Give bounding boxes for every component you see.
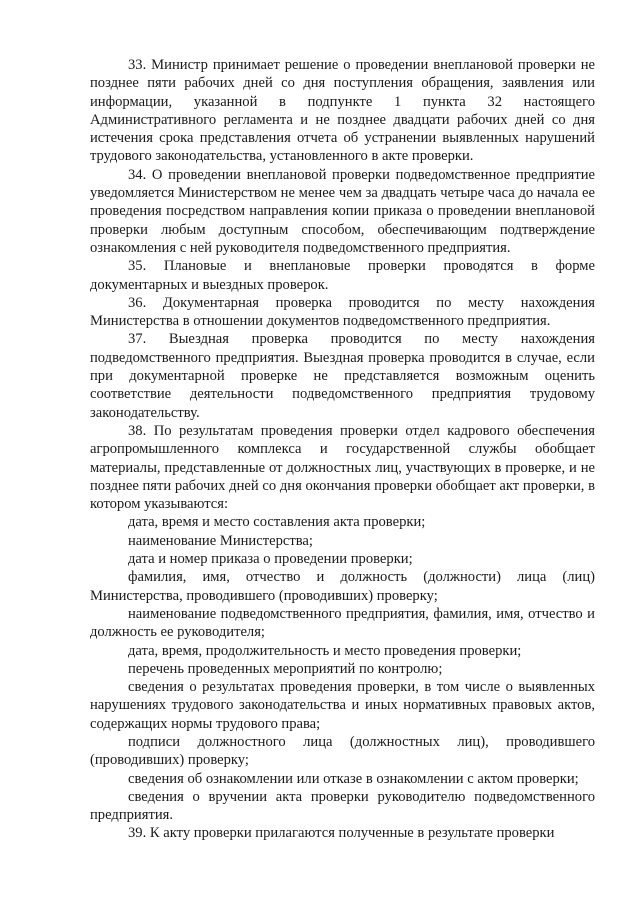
act-item-results: сведения о результатах проведения проверки, в том числе о выявленных нарушениях трудового законодательства и иных нормативных правовых актов, содержащих нормы трудового права; [90,679,595,732]
act-item-delivery: сведения о вручении акта проверки руководителю подведомственного предприятия. [90,788,595,824]
act-item-date-place: дата, время и место составления акта проверки; [128,514,426,531]
paragraph-34: 34. О проведении внеплановой проверки подведомственное предприятие уведомляется Министерством не менее чем за двадцать четыре часа до начала ее проведения посредством направления копии приказа о проведении внеплановой проверки любым доступным способом, обеспечивающим подтверждение ознакомления с ней руководителя подведомственного предприятия. [90,166,595,256]
act-item-inspector: фамилия, имя, отчество и должность (должности) лица (лиц) Министерства, проводившего (проводивших) проверку; [90,569,595,604]
paragraph-37: 37. Выездная проверка проводится по месту нахождения подведомственного предприятия. Выездная проверка проводится в случае, если при документарной проверке не представляется возможным оценить соответствие деятельности подведомственного предприятия трудовому законодательству. [90,331,595,421]
paragraph-33: 33. Министр принимает решение о проведении внеплановой проверки не позднее пяти рабочих дней со дня поступления обращения, заявления или информации, указанной в подпункте 1 пункта 32 настоящего Административного регламента и не позднее двадцати рабочих дней со дня истечения срока представления отчета об устранении выявленных нарушений трудового законодательства, установленного в акте проверки. [90,57,595,165]
paragraph-38: 38. По результатам проведения проверки отдел кадрового обеспечения агропромышленного комплекса и государственной службы обобщает материалы, представленные от должностных лиц, участвующих в проверке, и не позднее пяти рабочих дней со дня окончания проверки обобщает акт проверки, в котором указываются: [90,422,595,513]
document-page [90,56,595,843]
act-item-ministry-name: наименование Министерства; [128,532,313,549]
paragraph-35: 35. Плановые и внеплановые проверки проводятся в форме документарных и выездных проверок. [90,258,595,293]
paragraph-36: 36. Документарная проверка проводится по месту нахождения Министерства в отношении документов подведомственного предприятия. [90,294,595,330]
act-item-signatures: подписи должностного лица (должностных лиц), проводившего (проводивших) проверку; [90,733,595,769]
act-item-measures: перечень проведенных мероприятий по контролю; [128,660,443,677]
act-item-order: дата и номер приказа о проведении проверки; [128,551,413,568]
paragraph-39: 39. К акту проверки прилагаются полученные в результате проверки [128,825,555,842]
act-item-acquaintance: сведения об ознакомлении или отказе в ознакомлении с актом проверки; [128,770,579,787]
act-item-enterprise: наименование подведомственного предприятия, фамилия, имя, отчество и должность ее руководителя; [90,605,595,641]
act-item-duration: дата, время, продолжительность и место проведения проверки; [128,642,522,659]
